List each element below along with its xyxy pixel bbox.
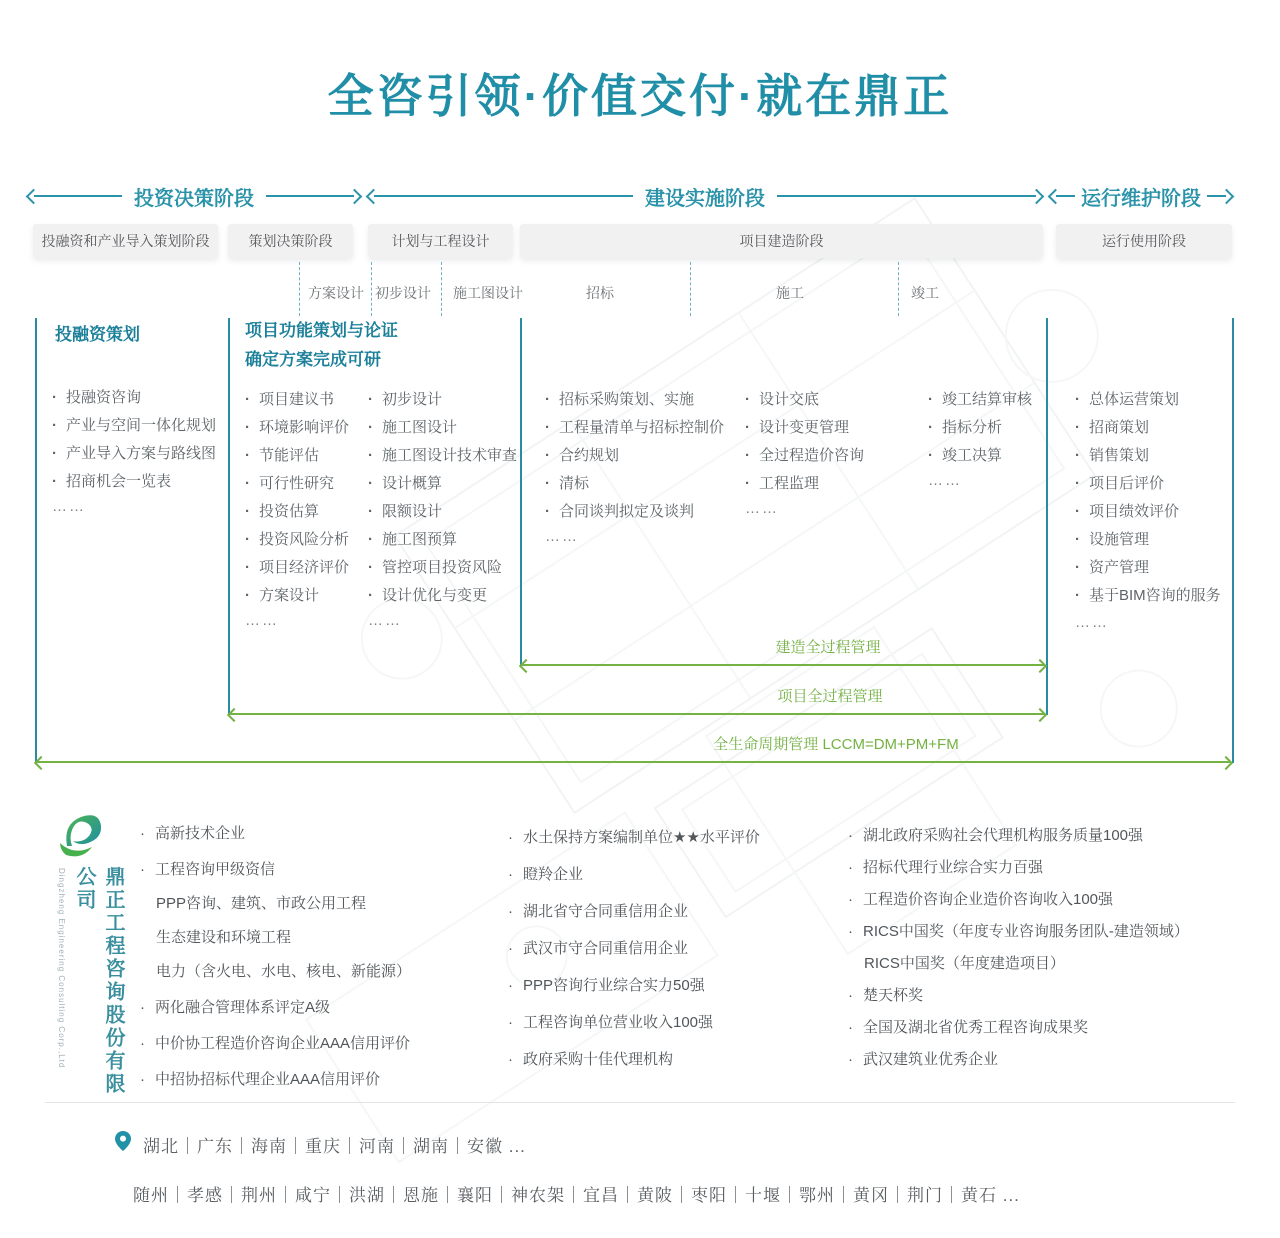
list-item: · 投融资咨询: [52, 386, 216, 406]
stage-box-decision: 策划决策阶段: [228, 224, 353, 258]
ellipsis: ……: [245, 612, 279, 629]
dashed-separator: [898, 262, 899, 316]
list-item: · 招商机会一览表: [52, 470, 216, 490]
list-item: · 投资估算: [245, 500, 349, 520]
credential-item: · PPP咨询行业综合实力50强: [508, 974, 760, 996]
substage-bidding: 招标: [586, 285, 614, 301]
arrow-right-icon: [1219, 756, 1233, 770]
credential-item: · 中价协工程造价咨询企业AAA信用评价: [140, 1032, 411, 1054]
credential-item: · 政府采购十佳代理机构: [508, 1048, 760, 1070]
substage-preliminary-design: 初步设计: [375, 285, 431, 301]
list-item: · 招标采购策划、实施: [545, 388, 724, 408]
list-item: · 设计变更管理: [745, 416, 864, 436]
company-name-cn: 鼎正工程咨询股份有限公司: [73, 866, 124, 1096]
dashed-separator: [690, 262, 691, 316]
list-item: · 限额设计: [368, 500, 517, 520]
list-item: · 销售策划: [1075, 444, 1221, 464]
list-item: · 资产管理: [1075, 556, 1221, 576]
substage-completion: 竣工: [911, 285, 939, 301]
list-item: · 初步设计: [368, 388, 517, 408]
substage-working-drawing: 施工图设计: [453, 285, 523, 301]
phase-arrow-construction: [368, 184, 1042, 208]
list-item: · 设计优化与变更: [368, 584, 517, 604]
arrow-left-icon: [26, 188, 42, 204]
arrow-left-icon: [1048, 188, 1064, 204]
management-arrow-lifecycle: [37, 761, 1230, 763]
phase-label: 投资决策阶段: [134, 187, 254, 210]
list-item: · 清标: [545, 472, 724, 492]
arrow-line: [34, 195, 122, 197]
credential-item: · 武汉建筑业优秀企业: [848, 1048, 1189, 1070]
phase-label: 建设实施阶段: [645, 187, 765, 210]
substage-construction: 施工: [776, 285, 804, 301]
arrow-line: [777, 195, 1036, 197]
management-arrow-build: [522, 664, 1044, 666]
credential-item: · 工程造价咨询企业造价咨询收入100强: [848, 888, 1189, 910]
list-item: · 施工图设计: [368, 416, 517, 436]
ellipsis: ……: [545, 528, 579, 545]
credential-item: · 中招协招标代理企业AAA信用评价: [140, 1068, 411, 1090]
list-item: · 管控项目投资风险: [368, 556, 517, 576]
stage-box-design: 计划与工程设计: [368, 224, 513, 258]
credential-item: · 湖北政府采购社会代理机构服务质量100强: [848, 824, 1189, 846]
stage-box-use: 运行使用阶段: [1056, 224, 1232, 258]
management-arrow-project: [230, 713, 1044, 715]
locations-provinces: 湖北｜广东｜海南｜重庆｜河南｜湖南｜安徽 ...: [143, 1137, 526, 1156]
list-item: · 全过程造价咨询: [745, 444, 864, 464]
list-item: · 投资风险分析: [245, 528, 349, 548]
list-item: · 项目后评价: [1075, 472, 1221, 492]
management-label-lifecycle: 全生命周期管理 LCCM=DM+PM+FM: [713, 736, 959, 753]
list-item: · 工程监理: [745, 472, 864, 492]
page-title: 全咨引领·价值交付·就在鼎正: [327, 70, 953, 122]
credential-item: 电力（含火电、水电、核电、新能源）: [156, 963, 412, 980]
completion-list: [928, 388, 1032, 500]
planning-list-a: [245, 388, 349, 640]
list-item: · 可行性研究: [245, 472, 349, 492]
list-item: · 合同谈判拟定及谈判: [545, 500, 724, 520]
credential-item: · 楚天杯奖: [848, 984, 1189, 1006]
credential-item: · 全国及湖北省优秀工程咨询成果奖: [848, 1016, 1189, 1038]
phase-label: 运行维护阶段: [1081, 187, 1201, 210]
dashed-separator: [441, 262, 442, 316]
list-item: · 竣工结算审核: [928, 388, 1032, 408]
list-item: · 项目绩效评价: [1075, 500, 1221, 520]
credential-item: · 工程咨询单位营业收入100强: [508, 1011, 760, 1033]
frame-line: [520, 318, 522, 666]
substage-scheme-design: 方案设计: [308, 285, 364, 301]
list-item: · 竣工决算: [928, 444, 1032, 464]
credential-item: · 招标代理行业综合实力百强: [848, 856, 1189, 878]
credentials-column-3: [848, 824, 1189, 1080]
list-item: · 合约规划: [545, 444, 724, 464]
section-header-finance: 投融资策划: [55, 325, 140, 344]
list-item: · 环境影响评价: [245, 416, 349, 436]
section-header-line2: 确定方案完成可研: [245, 350, 381, 369]
phase-arrow-operation: [1050, 184, 1232, 208]
company-logo: [55, 810, 105, 864]
company-name-en: Dingzheng Engineering Consulting Corp.,Ltd: [57, 868, 66, 1069]
arrow-right-icon: [1029, 188, 1045, 204]
operation-list: [1075, 388, 1221, 642]
list-item: · 产业导入方案与路线图: [52, 442, 216, 462]
credential-item: · 高新技术企业: [140, 822, 411, 844]
credential-item: · 瞪羚企业: [508, 863, 760, 885]
frame-line: [1046, 318, 1048, 715]
arrow-left-icon: [366, 188, 382, 204]
credentials-column-1: [140, 822, 411, 1104]
list-item: · 总体运营策划: [1075, 388, 1221, 408]
list-item: · 方案设计: [245, 584, 349, 604]
stage-box-building: 项目建造阶段: [520, 224, 1043, 258]
list-item: · 施工图设计技术审查: [368, 444, 517, 464]
list-item: · 基于BIM咨询的服务: [1075, 584, 1221, 604]
list-item: · 施工图预算: [368, 528, 517, 548]
list-item: · 项目建议书: [245, 388, 349, 408]
credential-item: 生态建设和环境工程: [156, 929, 292, 946]
list-item: · 设计交底: [745, 388, 864, 408]
map-pin-icon: [115, 1131, 131, 1151]
list-item: · 招商策划: [1075, 416, 1221, 436]
arrow-right-icon: [347, 188, 363, 204]
locations-cities: 随州｜孝感｜荆州｜咸宁｜洪湖｜恩施｜襄阳｜神农架｜宜昌｜黄陂｜枣阳｜十堰｜鄂州｜黄冈｜荆门｜黄石 ...: [133, 1186, 1020, 1205]
list-item: · 设施管理: [1075, 528, 1221, 548]
frame-line: [35, 318, 37, 763]
bidding-list: [545, 388, 724, 556]
ellipsis: ……: [52, 498, 86, 515]
credential-item: · 工程咨询甲级资信: [140, 858, 411, 880]
ellipsis: ……: [745, 500, 779, 517]
credentials-column-2: [508, 826, 760, 1085]
phase-arrow-investment: [28, 184, 360, 208]
planning-list-b: [368, 388, 517, 640]
list-item: · 指标分析: [928, 416, 1032, 436]
list-item: · 工程量清单与招标控制价: [545, 416, 724, 436]
credential-item: PPP咨询、建筑、市政公用工程: [156, 895, 367, 912]
arrow-right-icon: [1033, 659, 1047, 673]
arrow-right-icon: [1219, 188, 1235, 204]
section-header-line1: 项目功能策划与论证: [245, 321, 398, 340]
arrow-right-icon: [1033, 708, 1047, 722]
finance-list: [52, 386, 216, 526]
credential-item: · 武汉市守合同重信用企业: [508, 937, 760, 959]
management-label-build: 建造全过程管理: [775, 639, 881, 656]
ellipsis: ……: [1075, 614, 1109, 631]
construction-list: [745, 388, 864, 528]
section-header-planning: [245, 316, 398, 374]
credential-item: · 两化融合管理体系评定A级: [140, 996, 411, 1018]
ellipsis: ……: [928, 472, 962, 489]
list-item: · 设计概算: [368, 472, 517, 492]
list-item: · 项目经济评价: [245, 556, 349, 576]
credential-item: · 水土保持方案编制单位★★水平评价: [508, 826, 760, 848]
dashed-separator: [299, 262, 300, 316]
frame-line: [1232, 318, 1234, 763]
list-item: · 节能评估: [245, 444, 349, 464]
list-item: · 产业与空间一体化规划: [52, 414, 216, 434]
credential-item: · 湖北省守合同重信用企业: [508, 900, 760, 922]
arrow-line: [266, 195, 354, 197]
dashed-separator: [371, 262, 372, 316]
frame-line: [228, 318, 230, 715]
stage-box-financing: 投融资和产业导入策划阶段: [33, 224, 218, 258]
credential-item: RICS中国奖（年度建造项目）: [864, 955, 1065, 972]
management-label-project: 项目全过程管理: [777, 688, 883, 705]
arrow-line: [374, 195, 633, 197]
divider: [45, 1102, 1235, 1103]
credential-item: · RICS中国奖（年度专业咨询服务团队-建造领域）: [848, 920, 1189, 942]
ellipsis: ……: [368, 612, 402, 629]
